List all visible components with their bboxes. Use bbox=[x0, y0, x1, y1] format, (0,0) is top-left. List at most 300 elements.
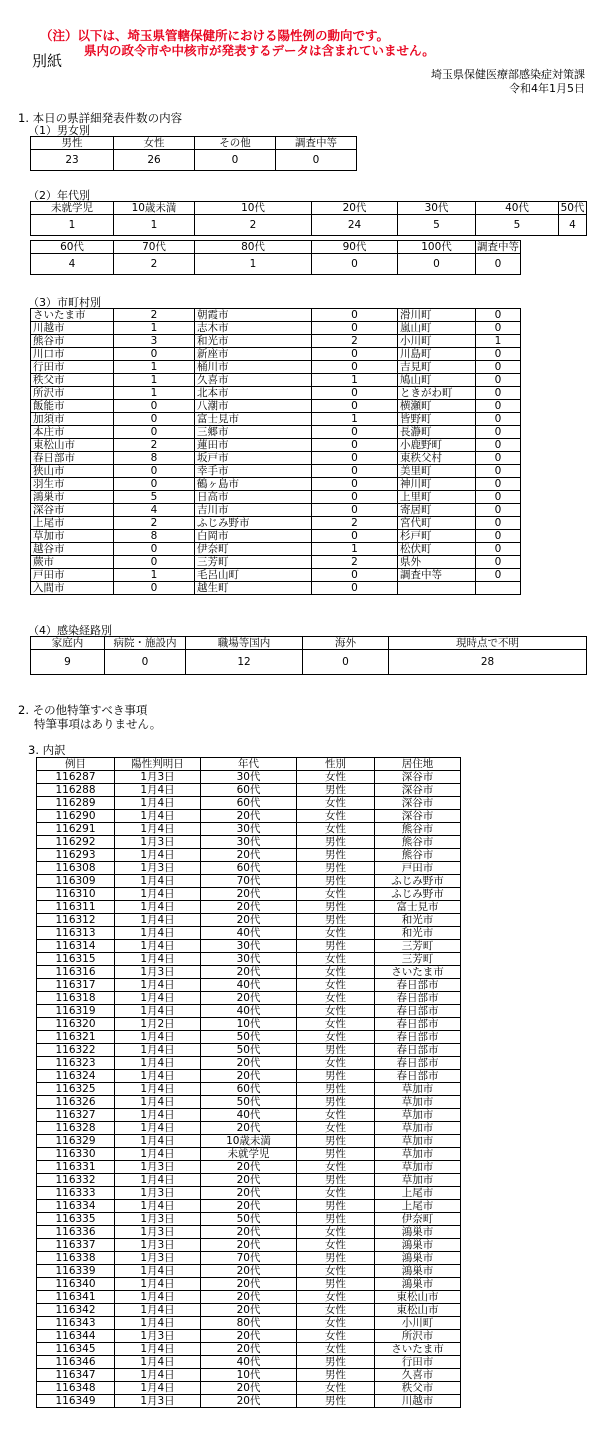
gender-header: その他 bbox=[195, 137, 276, 150]
case-row bbox=[37, 797, 461, 810]
age-group: 30代 bbox=[201, 771, 297, 784]
case-row bbox=[37, 1252, 461, 1265]
residence: 深谷市 bbox=[375, 810, 461, 823]
sex: 女性 bbox=[297, 1109, 375, 1122]
municipality-name: 白岡市 bbox=[195, 530, 312, 543]
gender-value: 0 bbox=[276, 150, 357, 171]
residence: 春日部市 bbox=[375, 1057, 461, 1070]
case-number: 116328 bbox=[37, 1122, 115, 1135]
municipality-count: 2 bbox=[312, 335, 398, 348]
sex: 女性 bbox=[297, 992, 375, 1005]
confirmed-date: 1月3日 bbox=[115, 771, 201, 784]
case-row bbox=[37, 1226, 461, 1239]
age-group: 80代 bbox=[201, 1317, 297, 1330]
municipality-count: 0 bbox=[312, 530, 398, 543]
municipality-count: 0 bbox=[476, 387, 521, 400]
age-group: 20代 bbox=[201, 992, 297, 1005]
sex: 女性 bbox=[297, 979, 375, 992]
municipality-count: 2 bbox=[114, 309, 195, 322]
confirmed-date: 1月4日 bbox=[115, 979, 201, 992]
municipality-row bbox=[31, 452, 521, 465]
municipality-row bbox=[31, 543, 521, 556]
municipality-table bbox=[30, 308, 521, 595]
age-value: 4 bbox=[31, 254, 114, 275]
route-value: 12 bbox=[186, 650, 303, 675]
municipality-name: 羽生市 bbox=[31, 478, 114, 491]
municipality-count: 0 bbox=[476, 543, 521, 556]
municipality-name: 嵐山町 bbox=[398, 322, 476, 335]
municipality-name: 川島町 bbox=[398, 348, 476, 361]
municipality-name: 幸手市 bbox=[195, 465, 312, 478]
sex: 女性 bbox=[297, 1330, 375, 1343]
case-row bbox=[37, 771, 461, 784]
case-number: 116322 bbox=[37, 1044, 115, 1057]
confirmed-date: 1月4日 bbox=[115, 1200, 201, 1213]
case-header: 例目 bbox=[37, 758, 115, 771]
municipality-count: 0 bbox=[476, 530, 521, 543]
confirmed-date: 1月3日 bbox=[115, 1213, 201, 1226]
residence: 和光市 bbox=[375, 914, 461, 927]
municipality-count: 0 bbox=[476, 309, 521, 322]
case-row bbox=[37, 836, 461, 849]
sex: 女性 bbox=[297, 1317, 375, 1330]
municipality-name: 久喜市 bbox=[195, 374, 312, 387]
sex: 女性 bbox=[297, 1265, 375, 1278]
sex: 女性 bbox=[297, 1343, 375, 1356]
municipality-row bbox=[31, 374, 521, 387]
municipality-name: ときがわ町 bbox=[398, 387, 476, 400]
route-header: 海外 bbox=[303, 637, 389, 650]
confirmed-date: 1月3日 bbox=[115, 862, 201, 875]
case-row bbox=[37, 1343, 461, 1356]
case-header-row bbox=[37, 758, 461, 771]
case-number: 116348 bbox=[37, 1382, 115, 1395]
case-row bbox=[37, 1330, 461, 1343]
municipality-row bbox=[31, 517, 521, 530]
age-group: 20代 bbox=[201, 914, 297, 927]
age-group: 20代 bbox=[201, 1122, 297, 1135]
municipality-count: 8 bbox=[114, 530, 195, 543]
age-group: 60代 bbox=[201, 862, 297, 875]
municipality-count: 0 bbox=[476, 556, 521, 569]
case-row bbox=[37, 1187, 461, 1200]
sex: 男性 bbox=[297, 1148, 375, 1161]
gender-value-row bbox=[31, 150, 357, 171]
municipality-row bbox=[31, 556, 521, 569]
municipality-row bbox=[31, 361, 521, 374]
municipality-count: 0 bbox=[476, 439, 521, 452]
municipality-name: 加須市 bbox=[31, 413, 114, 426]
age-header-row bbox=[31, 202, 587, 215]
confirmed-date: 1月3日 bbox=[115, 1187, 201, 1200]
municipality-name: 三郷市 bbox=[195, 426, 312, 439]
municipality-name: 長瀞町 bbox=[398, 426, 476, 439]
confirmed-date: 1月3日 bbox=[115, 1395, 201, 1408]
sex: 女性 bbox=[297, 1018, 375, 1031]
municipality-count: 4 bbox=[114, 504, 195, 517]
municipality-row bbox=[31, 504, 521, 517]
sex: 男性 bbox=[297, 1395, 375, 1408]
case-row bbox=[37, 1395, 461, 1408]
case-row bbox=[37, 888, 461, 901]
residence: 熊谷市 bbox=[375, 849, 461, 862]
residence: 草加市 bbox=[375, 1122, 461, 1135]
municipality-count: 1 bbox=[114, 374, 195, 387]
municipality-count: 1 bbox=[114, 361, 195, 374]
confirmed-date: 1月4日 bbox=[115, 1291, 201, 1304]
confirmed-date: 1月3日 bbox=[115, 836, 201, 849]
municipality-name: 八潮市 bbox=[195, 400, 312, 413]
case-number: 116340 bbox=[37, 1278, 115, 1291]
age-group: 30代 bbox=[201, 823, 297, 836]
age-header: 60代 bbox=[31, 241, 114, 254]
gender-header: 男性 bbox=[31, 137, 114, 150]
municipality-count: 0 bbox=[476, 322, 521, 335]
confirmed-date: 1月3日 bbox=[115, 1239, 201, 1252]
route-value: 0 bbox=[105, 650, 186, 675]
case-row bbox=[37, 1369, 461, 1382]
case-row bbox=[37, 940, 461, 953]
age-header: 100代 bbox=[398, 241, 476, 254]
municipality-count: 0 bbox=[476, 426, 521, 439]
municipality-name: さいたま市 bbox=[31, 309, 114, 322]
confirmed-date: 1月4日 bbox=[115, 953, 201, 966]
age-header: 調査中等 bbox=[477, 241, 519, 253]
sex: 女性 bbox=[297, 797, 375, 810]
municipality-count: 2 bbox=[114, 517, 195, 530]
municipality-name: 日高市 bbox=[195, 491, 312, 504]
case-number: 116349 bbox=[37, 1395, 115, 1408]
municipality-name: 皆野町 bbox=[398, 413, 476, 426]
route-title: （4）感染経路別 bbox=[28, 624, 112, 637]
case-row bbox=[37, 1278, 461, 1291]
sex: 女性 bbox=[297, 888, 375, 901]
route-value: 0 bbox=[303, 650, 389, 675]
residence: 伊奈町 bbox=[375, 1213, 461, 1226]
age-group: 20代 bbox=[201, 1200, 297, 1213]
municipality-count: 2 bbox=[114, 439, 195, 452]
age-group: 20代 bbox=[201, 1226, 297, 1239]
municipality-count: 0 bbox=[312, 387, 398, 400]
municipality-count: 2 bbox=[312, 556, 398, 569]
case-number: 116292 bbox=[37, 836, 115, 849]
case-number: 116325 bbox=[37, 1083, 115, 1096]
municipality-name: 東秩父村 bbox=[398, 452, 476, 465]
age-value: 5 bbox=[398, 215, 476, 236]
sex: 男性 bbox=[297, 1044, 375, 1057]
case-number: 116341 bbox=[37, 1291, 115, 1304]
case-number: 116344 bbox=[37, 1330, 115, 1343]
age-group: 20代 bbox=[201, 1239, 297, 1252]
municipality-count: 0 bbox=[312, 348, 398, 361]
gender-table bbox=[30, 136, 357, 171]
case-row bbox=[37, 1304, 461, 1317]
sex: 女性 bbox=[297, 1005, 375, 1018]
municipality-row bbox=[31, 413, 521, 426]
case-number: 116291 bbox=[37, 823, 115, 836]
municipality-row bbox=[31, 426, 521, 439]
confirmed-date: 1月4日 bbox=[115, 1265, 201, 1278]
residence: 草加市 bbox=[375, 1109, 461, 1122]
residence: 鴻巣市 bbox=[375, 1278, 461, 1291]
municipality-name: 寄居町 bbox=[398, 504, 476, 517]
municipality-count: 0 bbox=[476, 348, 521, 361]
age-group: 20代 bbox=[201, 1278, 297, 1291]
confirmed-date: 1月4日 bbox=[115, 1083, 201, 1096]
age-header: 20代 bbox=[312, 202, 398, 215]
confirmed-date: 1月4日 bbox=[115, 1135, 201, 1148]
age-title: （2）年代別 bbox=[28, 189, 90, 202]
residence: 草加市 bbox=[375, 1174, 461, 1187]
sex: 女性 bbox=[297, 1382, 375, 1395]
municipality-name: 戸田市 bbox=[31, 569, 114, 582]
age-group: 60代 bbox=[201, 797, 297, 810]
confirmed-date: 1月4日 bbox=[115, 849, 201, 862]
municipality-count: 0 bbox=[312, 465, 398, 478]
municipality-count: 0 bbox=[114, 400, 195, 413]
confirmed-date: 1月3日 bbox=[115, 1226, 201, 1239]
municipality-count bbox=[476, 582, 521, 595]
municipality-count: 0 bbox=[114, 465, 195, 478]
case-number: 116343 bbox=[37, 1317, 115, 1330]
confirmed-date: 1月4日 bbox=[115, 901, 201, 914]
confirmed-date: 1月4日 bbox=[115, 927, 201, 940]
age-group: 40代 bbox=[201, 1005, 297, 1018]
municipality-name: 川越市 bbox=[31, 322, 114, 335]
age-header: 80代 bbox=[195, 241, 312, 254]
confirmed-date: 1月4日 bbox=[115, 810, 201, 823]
municipality-count: 0 bbox=[312, 322, 398, 335]
municipality-title: （3）市町村別 bbox=[28, 296, 101, 309]
confirmed-date: 1月4日 bbox=[115, 1057, 201, 1070]
case-row bbox=[37, 914, 461, 927]
case-number: 116336 bbox=[37, 1226, 115, 1239]
case-row bbox=[37, 1213, 461, 1226]
sex: 女性 bbox=[297, 1291, 375, 1304]
case-header: 陽性判明日 bbox=[115, 758, 201, 771]
case-row bbox=[37, 1070, 461, 1083]
sex: 女性 bbox=[297, 810, 375, 823]
section-2-title: 2. その他特筆すべき事項 bbox=[18, 703, 148, 717]
municipality-count: 0 bbox=[312, 426, 398, 439]
sex: 女性 bbox=[297, 1239, 375, 1252]
case-number: 116287 bbox=[37, 771, 115, 784]
municipality-name: 狭山市 bbox=[31, 465, 114, 478]
residence: 春日部市 bbox=[375, 1005, 461, 1018]
confirmed-date: 1月4日 bbox=[115, 1317, 201, 1330]
gender-header-row bbox=[31, 137, 357, 150]
municipality-name: 杉戸町 bbox=[398, 530, 476, 543]
confirmed-date: 1月4日 bbox=[115, 823, 201, 836]
municipality-name: 県外 bbox=[398, 556, 476, 569]
municipality-count: 0 bbox=[114, 413, 195, 426]
case-number: 116316 bbox=[37, 966, 115, 979]
case-row bbox=[37, 784, 461, 797]
age-group: 10代 bbox=[201, 1369, 297, 1382]
age-group: 20代 bbox=[201, 1291, 297, 1304]
age-group: 50代 bbox=[201, 1096, 297, 1109]
confirmed-date: 1月4日 bbox=[115, 1278, 201, 1291]
residence: 小川町 bbox=[375, 1317, 461, 1330]
case-number: 116315 bbox=[37, 953, 115, 966]
confirmed-date: 1月4日 bbox=[115, 1122, 201, 1135]
case-number: 116308 bbox=[37, 862, 115, 875]
municipality-name: 鴻巣市 bbox=[31, 491, 114, 504]
municipality-name: 吉見町 bbox=[398, 361, 476, 374]
case-row bbox=[37, 1382, 461, 1395]
municipality-row bbox=[31, 400, 521, 413]
issue-date: 令和4年1月5日 bbox=[509, 82, 585, 95]
municipality-count: 0 bbox=[114, 582, 195, 595]
section-1-title: 1. 本日の県詳細発表件数の内容 bbox=[18, 111, 183, 125]
case-number: 116319 bbox=[37, 1005, 115, 1018]
age-header: 30代 bbox=[398, 202, 476, 215]
case-row bbox=[37, 1239, 461, 1252]
case-row bbox=[37, 901, 461, 914]
age-group: 30代 bbox=[201, 953, 297, 966]
municipality-name: 草加市 bbox=[31, 530, 114, 543]
age-group: 20代 bbox=[201, 1161, 297, 1174]
case-row bbox=[37, 1083, 461, 1096]
sex: 女性 bbox=[297, 966, 375, 979]
municipality-row bbox=[31, 439, 521, 452]
residence: 三芳町 bbox=[375, 940, 461, 953]
municipality-count: 0 bbox=[476, 361, 521, 374]
age-group: 40代 bbox=[201, 1356, 297, 1369]
case-number: 116321 bbox=[37, 1031, 115, 1044]
age-group: 20代 bbox=[201, 1174, 297, 1187]
age-header: 10代 bbox=[195, 202, 312, 215]
confirmed-date: 1月4日 bbox=[115, 1148, 201, 1161]
municipality-count: 1 bbox=[312, 543, 398, 556]
municipality-count: 3 bbox=[114, 335, 195, 348]
residence: 東松山市 bbox=[375, 1304, 461, 1317]
municipality-count: 0 bbox=[476, 491, 521, 504]
case-number: 116317 bbox=[37, 979, 115, 992]
age-header: 90代 bbox=[312, 241, 398, 254]
municipality-count: 0 bbox=[312, 504, 398, 517]
age-value: 0 bbox=[476, 254, 521, 275]
age-group: 30代 bbox=[201, 836, 297, 849]
case-number: 116338 bbox=[37, 1252, 115, 1265]
sex: 男性 bbox=[297, 849, 375, 862]
residence: 春日部市 bbox=[375, 1070, 461, 1083]
confirmed-date: 1月4日 bbox=[115, 1096, 201, 1109]
municipality-count: 0 bbox=[476, 400, 521, 413]
municipality-name: 吉川市 bbox=[195, 504, 312, 517]
gender-value: 23 bbox=[31, 150, 114, 171]
age-group: 20代 bbox=[201, 1070, 297, 1083]
case-number: 116289 bbox=[37, 797, 115, 810]
case-row bbox=[37, 1135, 461, 1148]
case-number: 116324 bbox=[37, 1070, 115, 1083]
municipality-name: 鶴ヶ島市 bbox=[195, 478, 312, 491]
municipality-count: 1 bbox=[114, 322, 195, 335]
age-header: 40代 bbox=[476, 202, 559, 215]
case-number: 116335 bbox=[37, 1213, 115, 1226]
section-2-text: 特筆事項はありません。 bbox=[34, 717, 162, 731]
municipality-count: 0 bbox=[476, 569, 521, 582]
municipality-name: 春日部市 bbox=[31, 452, 114, 465]
municipality-name: 熊谷市 bbox=[31, 335, 114, 348]
case-header: 居住地 bbox=[375, 758, 461, 771]
case-number: 116347 bbox=[37, 1369, 115, 1382]
confirmed-date: 1月4日 bbox=[115, 1070, 201, 1083]
confirmed-date: 1月4日 bbox=[115, 1031, 201, 1044]
municipality-name: 美里町 bbox=[398, 465, 476, 478]
municipality-count: 0 bbox=[312, 491, 398, 504]
age-group: 20代 bbox=[201, 966, 297, 979]
municipality-count: 1 bbox=[476, 335, 521, 348]
case-number: 116345 bbox=[37, 1343, 115, 1356]
residence: 川越市 bbox=[375, 1395, 461, 1408]
residence: ふじみ野市 bbox=[375, 875, 461, 888]
sex: 男性 bbox=[297, 1135, 375, 1148]
age-group: 10代 bbox=[201, 1018, 297, 1031]
confirmed-date: 1月4日 bbox=[115, 1343, 201, 1356]
residence: 春日部市 bbox=[375, 1018, 461, 1031]
residence: 深谷市 bbox=[375, 771, 461, 784]
residence: 春日部市 bbox=[375, 1044, 461, 1057]
confirmed-date: 1月4日 bbox=[115, 992, 201, 1005]
age-group: 40代 bbox=[201, 1109, 297, 1122]
age-table-1 bbox=[30, 201, 587, 236]
case-number: 116290 bbox=[37, 810, 115, 823]
gender-title: （1）男女別 bbox=[28, 124, 90, 137]
age-group: 50代 bbox=[201, 1213, 297, 1226]
attachment-label: 別紙 bbox=[32, 52, 63, 70]
sex: 男性 bbox=[297, 940, 375, 953]
sex: 女性 bbox=[297, 1187, 375, 1200]
municipality-count: 0 bbox=[476, 452, 521, 465]
age-header: 10歳未満 bbox=[114, 202, 195, 215]
case-number: 116313 bbox=[37, 927, 115, 940]
age-group: 20代 bbox=[201, 1187, 297, 1200]
municipality-name: 滑川町 bbox=[398, 309, 476, 322]
case-number: 116331 bbox=[37, 1161, 115, 1174]
confirmed-date: 1月4日 bbox=[115, 797, 201, 810]
confirmed-date: 1月4日 bbox=[115, 1174, 201, 1187]
residence: 草加市 bbox=[375, 1161, 461, 1174]
sex: 男性 bbox=[297, 901, 375, 914]
age-value: 2 bbox=[195, 215, 312, 236]
municipality-count: 0 bbox=[476, 504, 521, 517]
gender-header: 女性 bbox=[114, 137, 195, 150]
residence: 久喜市 bbox=[375, 1369, 461, 1382]
sex: 女性 bbox=[297, 1226, 375, 1239]
case-row bbox=[37, 849, 461, 862]
case-row bbox=[37, 1174, 461, 1187]
residence: 東松山市 bbox=[375, 1291, 461, 1304]
municipality-row bbox=[31, 309, 521, 322]
municipality-name: 入間市 bbox=[31, 582, 114, 595]
sex: 女性 bbox=[297, 1057, 375, 1070]
municipality-name: 所沢市 bbox=[31, 387, 114, 400]
case-number: 116326 bbox=[37, 1096, 115, 1109]
municipality-count: 0 bbox=[114, 426, 195, 439]
sex: 男性 bbox=[297, 1252, 375, 1265]
age-header: 50代 bbox=[559, 202, 587, 215]
municipality-name: 北本市 bbox=[195, 387, 312, 400]
municipality-name: 行田市 bbox=[31, 361, 114, 374]
case-number: 116342 bbox=[37, 1304, 115, 1317]
residence: 秩父市 bbox=[375, 1382, 461, 1395]
sex: 男性 bbox=[297, 1174, 375, 1187]
confirmed-date: 1月4日 bbox=[115, 1382, 201, 1395]
residence: 草加市 bbox=[375, 1135, 461, 1148]
municipality-count: 5 bbox=[114, 491, 195, 504]
route-value: 28 bbox=[389, 650, 587, 675]
